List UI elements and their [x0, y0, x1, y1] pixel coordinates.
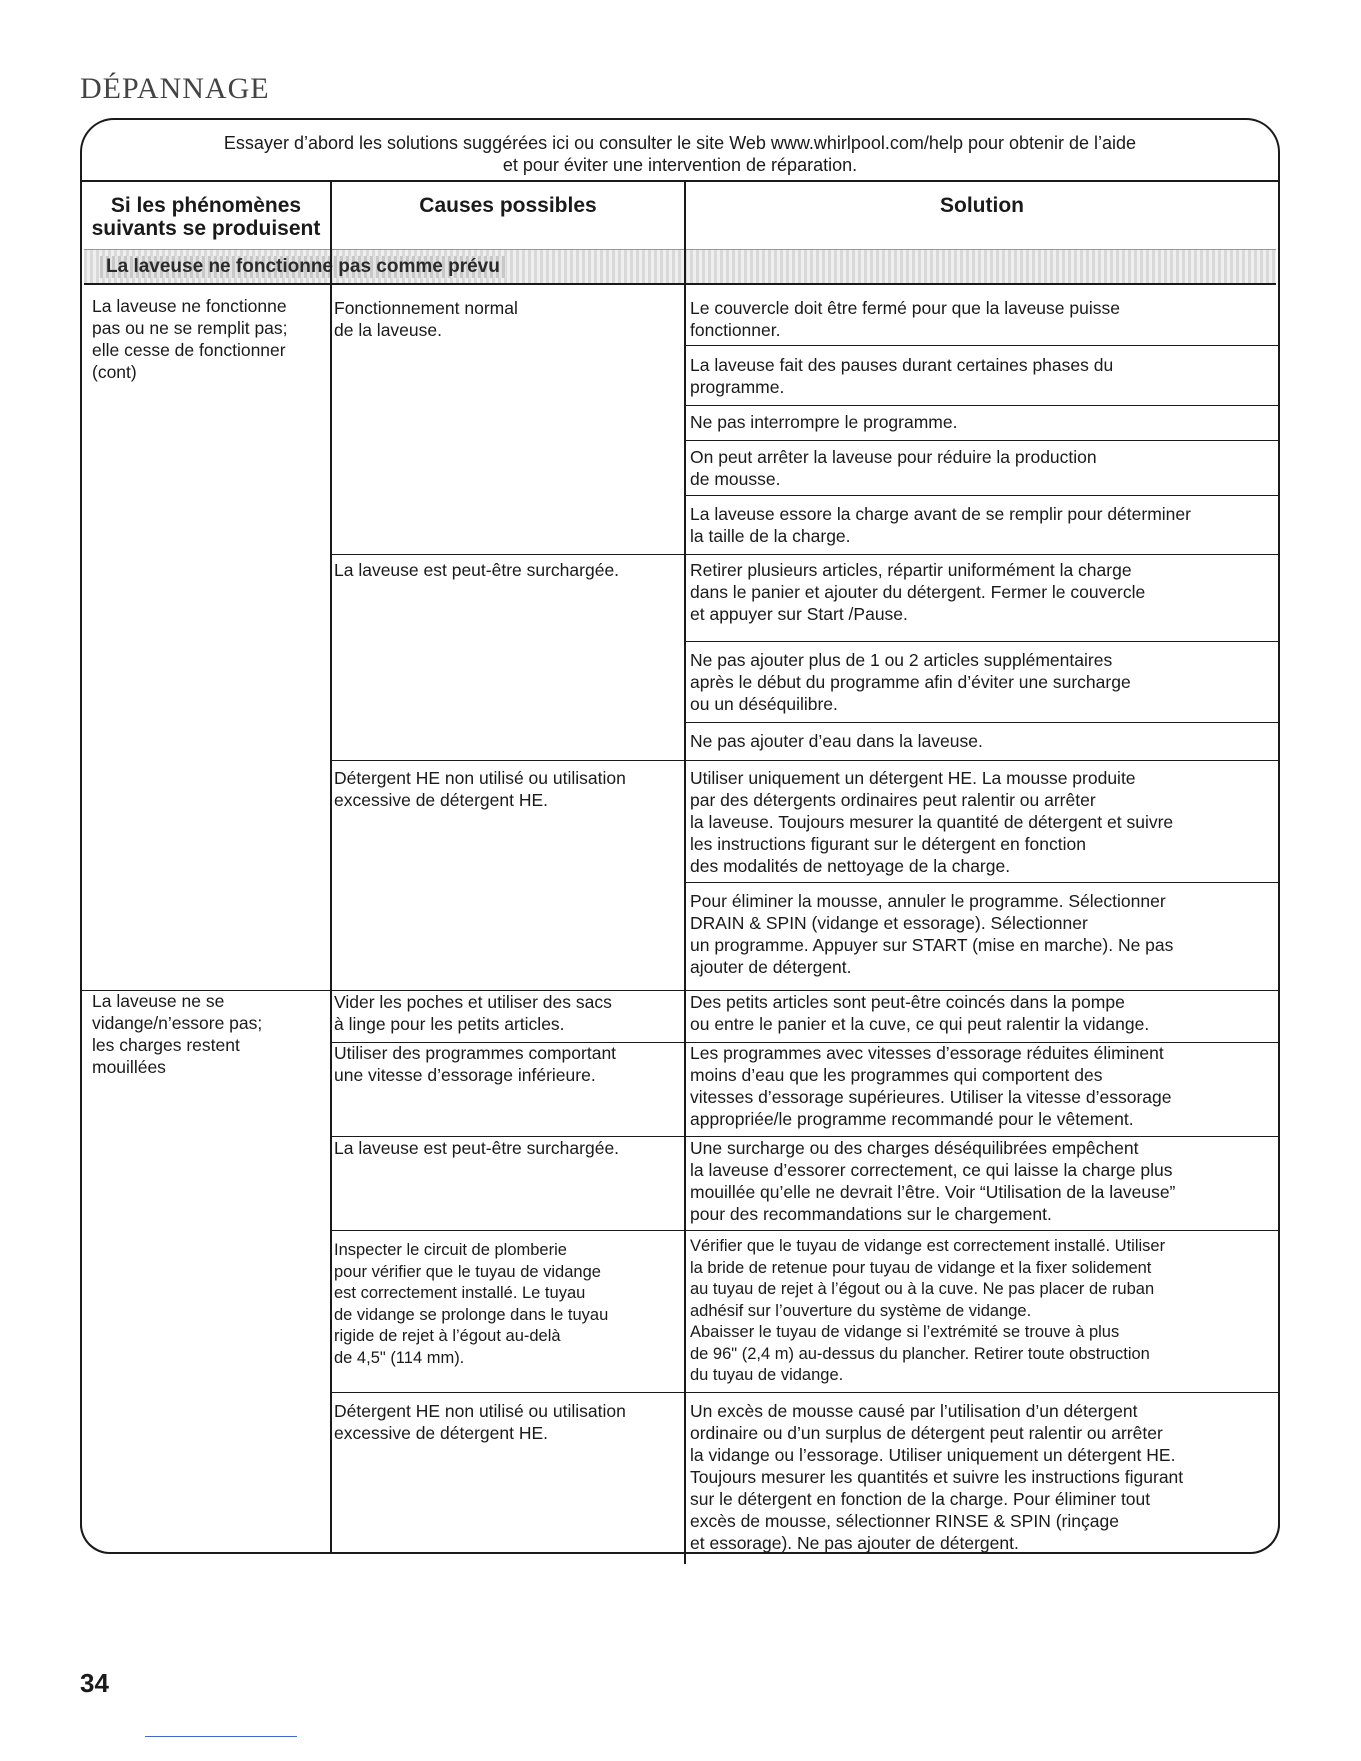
solution-cell: Ne pas ajouter d’eau dans la laveuse. [690, 731, 983, 751]
row-rule [684, 641, 1278, 642]
solution-cell: Vérifier que le tuyau de vidange est correctement installé. Utiliser la bride de retenue pour tuyau de vidange et la fixer solidement au tuyau de rejet à l’égout ou à la cuve. Ne pas placer de ruban adhésif sur l’ouverture du système de vidange. Abaisser le tuyau de vidange si l’extrémité se trouve à plus de 96" (2,4 m) au-dessus du plancher. Retirer toute obstruction du tuyau de vidange. [690, 1237, 1166, 1384]
section-banner-label: La laveuse ne fonctionne pas comme prévu [100, 256, 506, 278]
footer-rule [145, 1736, 297, 1737]
row-rule [684, 405, 1278, 406]
row-rule [684, 554, 1278, 555]
condition-cell: La laveuse ne se vidange/n’essore pas; les charges restent mouillées [92, 991, 263, 1077]
solution-cell: Ne pas interrompre le programme. [690, 412, 958, 432]
row-rule [684, 722, 1278, 723]
cause-cell: Vider les poches et utiliser des sacs à linge pour les petits articles. [334, 992, 612, 1034]
cause-cell: Fonctionnement normal de la laveuse. [334, 298, 518, 340]
column-divider-1 [330, 180, 332, 1554]
cause-cell: Utiliser des programmes comportant une vitesse d’essorage inférieure. [334, 1043, 617, 1085]
intro-rule [82, 180, 1278, 182]
cause-cell: La laveuse est peut-être surchargée. [334, 560, 620, 580]
header-solution: Solution [940, 194, 1024, 217]
row-rule [684, 495, 1278, 496]
solution-cell: Une surcharge ou des charges déséquilibrées empêchent la laveuse d’essorer correctement, ce qui laisse la charge plus mouillée qu’elle ne devrait l’être. Voir “Utilisation de la laveuse” pour des recommandations sur le chargement. [690, 1138, 1176, 1224]
header-causes: Causes possibles [419, 194, 597, 217]
solution-cell: Ne pas ajouter plus de 1 ou 2 articles supplémentaires après le début du programme afin d’éviter une surcharge ou un déséquilibre. [690, 650, 1131, 714]
page-number: 34 [80, 1668, 109, 1698]
cause-cell: La laveuse est peut-être surchargée. [334, 1138, 620, 1158]
solution-cell: La laveuse fait des pauses durant certaines phases du programme. [690, 355, 1114, 397]
solution-cell: La laveuse essore la charge avant de se remplir pour déterminer la taille de la charge. [690, 504, 1191, 546]
row-rule [684, 1230, 1278, 1231]
page-title: DÉPANNAGE [80, 72, 270, 105]
solution-cell: Retirer plusieurs articles, répartir uniformément la charge dans le panier et ajouter du détergent. Fermer le couvercle et appuyer sur Start /Pause. [690, 560, 1146, 624]
solution-cell: Des petits articles sont peut-être coincés dans la pompe ou entre le panier et la cuve, ce qui peut ralentir la vidange. [690, 992, 1150, 1034]
row-rule [684, 440, 1278, 441]
row-rule [330, 1230, 684, 1231]
row-rule [684, 345, 1278, 346]
cause-cell: Inspecter le circuit de plomberie pour vérifier que le tuyau de vidange est correctement installé. Le tuyau de vidange se prolonge dans le tuyau rigide de rejet à l’égout au-delà de 4,5" (114 mm). [334, 1241, 609, 1367]
solution-cell: Un excès de mousse causé par l’utilisation d’un détergent ordinaire ou d’un surplus de détergent peut ralentir ou arrêter la vidange ou l’essorage. Utiliser uniquement un détergent HE. Toujours mesurer les quantités et suivre les instructions figurant sur le détergent en fonction de la charge. Pour éliminer tout excès de mousse, sélectionner RINSE & SPIN (rinçage et essorage). Ne pas ajouter de détergent. [690, 1401, 1184, 1553]
cause-cell: Détergent HE non utilisé ou utilisation excessive de détergent HE. [334, 768, 626, 810]
row-rule [684, 1392, 1278, 1393]
solution-cell: Utiliser uniquement un détergent HE. La mousse produite par des détergents ordinaires peut ralentir ou arrêter la laveuse. Toujours mesurer la quantité de détergent et suivre les instructions figurant sur le détergent en fonction des modalités de nettoyage de la charge. [690, 768, 1174, 876]
solution-cell: Le couvercle doit être fermé pour que la laveuse puisse fonctionner. [690, 298, 1120, 340]
row-rule [330, 1392, 684, 1393]
row-rule [684, 882, 1278, 883]
section-banner [84, 249, 1276, 285]
solution-cell: Les programmes avec vitesses d’essorage réduites éliminent moins d’eau que les programmes qui comportent des vitesses d’essorage supérieures. Utiliser la vitesse d’essorage appropriée/le programme recommandé pour le vêtement. [690, 1043, 1172, 1129]
column-divider-2 [684, 180, 686, 1564]
solution-cell: Pour éliminer la mousse, annuler le programme. Sélectionner DRAIN & SPIN (vidange et essorage). Sélectionner un programme. Appuyer sur START (mise en marche). Ne pas ajouter de détergent. [690, 891, 1174, 977]
row-rule [330, 760, 684, 761]
row-rule [330, 554, 684, 555]
cause-cell: Détergent HE non utilisé ou utilisation excessive de détergent HE. [334, 1401, 626, 1443]
intro-text: Essayer d’abord les solutions suggérées ici ou consulter le site Web www.whirlpool.com/help pour obtenir de l’aide et pour éviter une intervention de réparation. [223, 133, 1137, 175]
header-conditions: Si les phénomènes suivants se produisent [91, 194, 321, 240]
row-rule [684, 760, 1278, 761]
condition-cell: La laveuse ne fonctionne pas ou ne se remplit pas; elle cesse de fonctionner (cont) [92, 296, 288, 382]
solution-cell: On peut arrêter la laveuse pour réduire la production de mousse. [690, 447, 1097, 489]
